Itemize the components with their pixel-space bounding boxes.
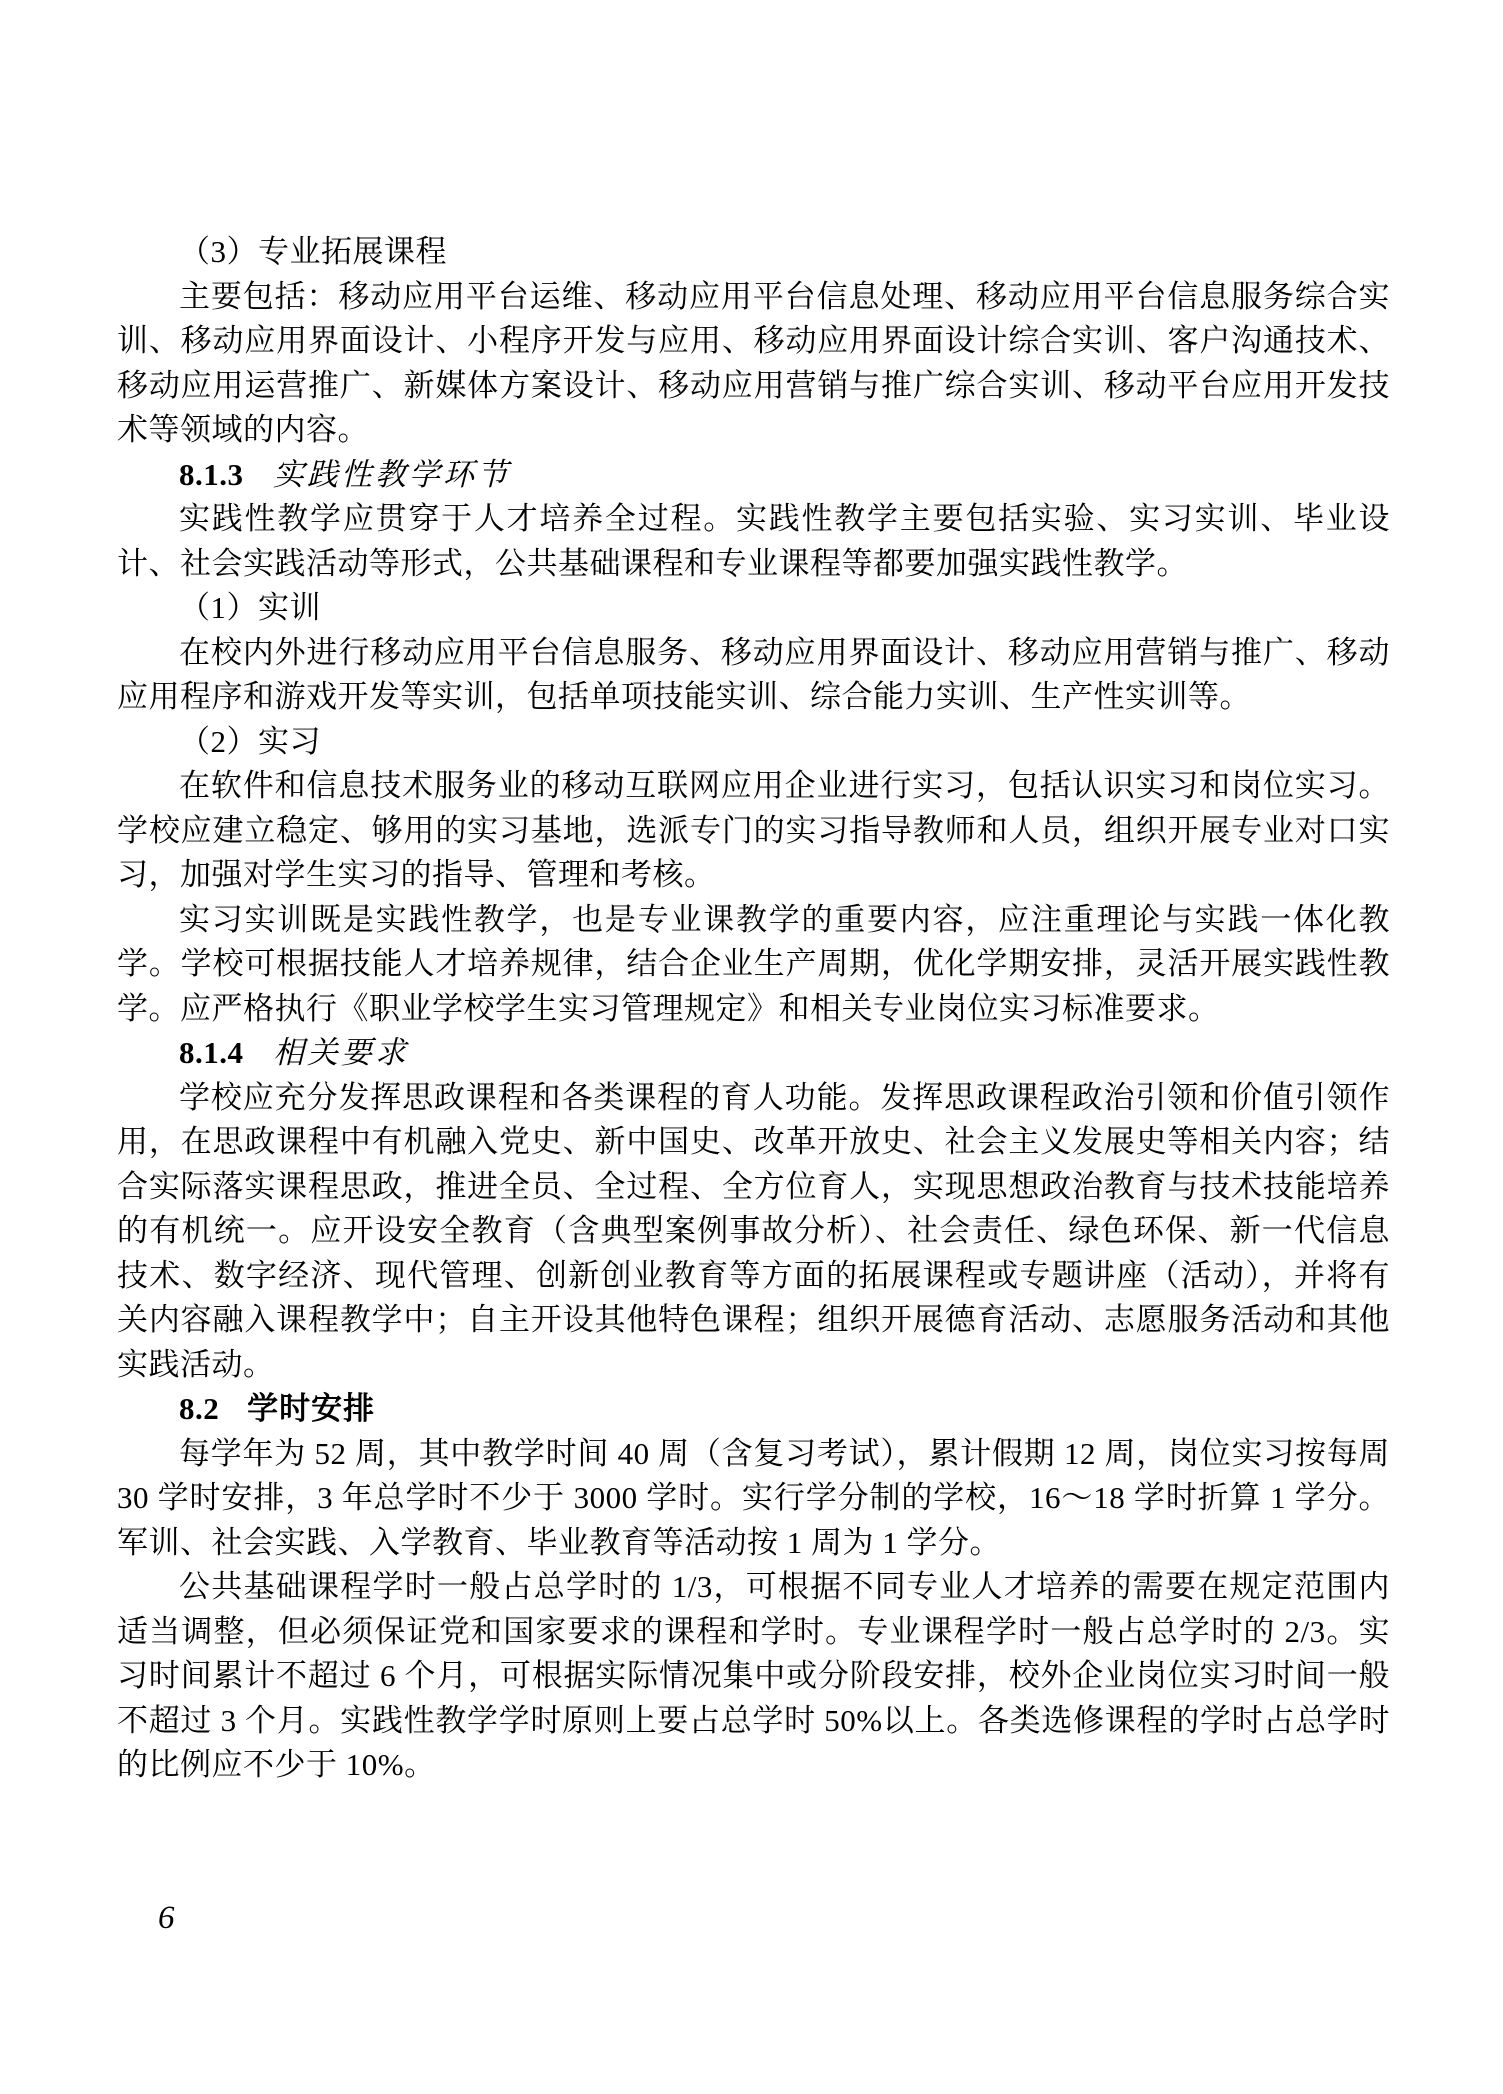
paragraph-item-2-shixi-title: （2）实习 [179, 723, 321, 759]
paragraph-expansion-courses-title: （3）专业拓展课程 [179, 234, 447, 269]
subsection-heading-8-1-4 [117, 1031, 1390, 1076]
paragraph-shixi-shixun-note: 实习实训既是实践性教学，也是专业课教学的重要内容，应注重理论与实践一体化教学。学校可根据技能人才培养规律，结合企业生产周期，优化学期安排，灵活开展实践性教学。应严格执行《职业学校学生实习管理规定》和相关专业岗位实习标准要求。 [117, 901, 1390, 1026]
document-body [117, 230, 1390, 1788]
heading-label: 实践性教学环节 [272, 456, 511, 492]
paragraph-item-1-shixun-title: （1）实训 [179, 590, 321, 625]
paragraph-item-2-shixi-body: 在软件和信息技术服务业的移动互联网应用企业进行实习，包括认识实习和岗位实习。学校应建立稳定、够用的实习基地，选派专门的实习指导教师和人员，组织开展专业对口实习，加强对学生实习的指导、管理和考核。 [117, 768, 1390, 892]
page-number: 6 [158, 1900, 175, 1936]
heading-number: 8.1.4 [179, 1035, 244, 1070]
paragraph-hours-distribution: 公共基础课程学时一般占总学时的 1/3，可根据不同专业人才培养的需要在规定范围内适当调整，但必须保证党和国家要求的课程和学时。专业课程学时一般占总学时的 2/3。实习时间累计不超过 6 个月，可根据实际情况集中或分阶段安排，校外企业岗位实习时间一般不超过 3 个月。实践性教学学时原则上要占总学时 50%以上。各类选修课程的学时占总学时的比例应不少于 10%。 [117, 1569, 1390, 1782]
heading-label: 学时安排 [247, 1391, 376, 1426]
subsection-heading-8-1-3 [117, 453, 1390, 498]
heading-number: 8.2 [179, 1391, 220, 1426]
paragraph-related-requirements-body: 学校应充分发挥思政课程和各类课程的育人功能。发挥思政课程政治引领和价值引领作用，在思政课程中有机融入党史、新中国史、改革开放史、社会主义发展史等相关内容；结合实际落实课程思政，推进全员、全过程、全方位育人，实现思想政治教育与技术技能培养的有机统一。应开设安全教育（含典型案例事故分析）、社会责任、绿色环保、新一代信息技术、数字经济、现代管理、创新创业教育等方面的拓展课程或专题讲座（活动），并将有关内容融入课程教学中；自主开设其他特色课程；组织开展德育活动、志愿服务活动和其他实践活动。 [117, 1079, 1390, 1382]
paragraph-school-year-weeks: 每学年为 52 周，其中教学时间 40 周（含复习考试），累计假期 12 周，岗位实习按每周 30 学时安排，3 年总学时不少于 3000 学时。实行学分制的学校，16～18 学时折算 1 学分。军训、社会实践、入学教育、毕业教育等活动按 1 周为 1 学分。 [117, 1435, 1390, 1560]
heading-number: 8.1.3 [179, 456, 244, 492]
paragraph-practical-teaching-intro: 实践性教学应贯穿于人才培养全过程。实践性教学主要包括实验、实习实训、毕业设计、社会实践活动等形式，公共基础课程和专业课程等都要加强实践性教学。 [117, 501, 1390, 581]
paragraph-item-1-shixun-body: 在校内外进行移动应用平台信息服务、移动应用界面设计、移动应用营销与推广、移动应用程序和游戏开发等实训，包括单项技能实训、综合能力实训、生产性实训等。 [117, 634, 1390, 714]
section-heading-8-2 [117, 1387, 1390, 1432]
paragraph-expansion-courses-list: 主要包括：移动应用平台运维、移动应用平台信息处理、移动应用平台信息服务综合实训、移动应用界面设计、小程序开发与应用、移动应用界面设计综合实训、客户沟通技术、移动应用运营推广、新媒体方案设计、移动应用营销与推广综合实训、移动平台应用开发技术等领域的内容。 [117, 278, 1390, 447]
heading-label: 相关要求 [272, 1035, 409, 1070]
